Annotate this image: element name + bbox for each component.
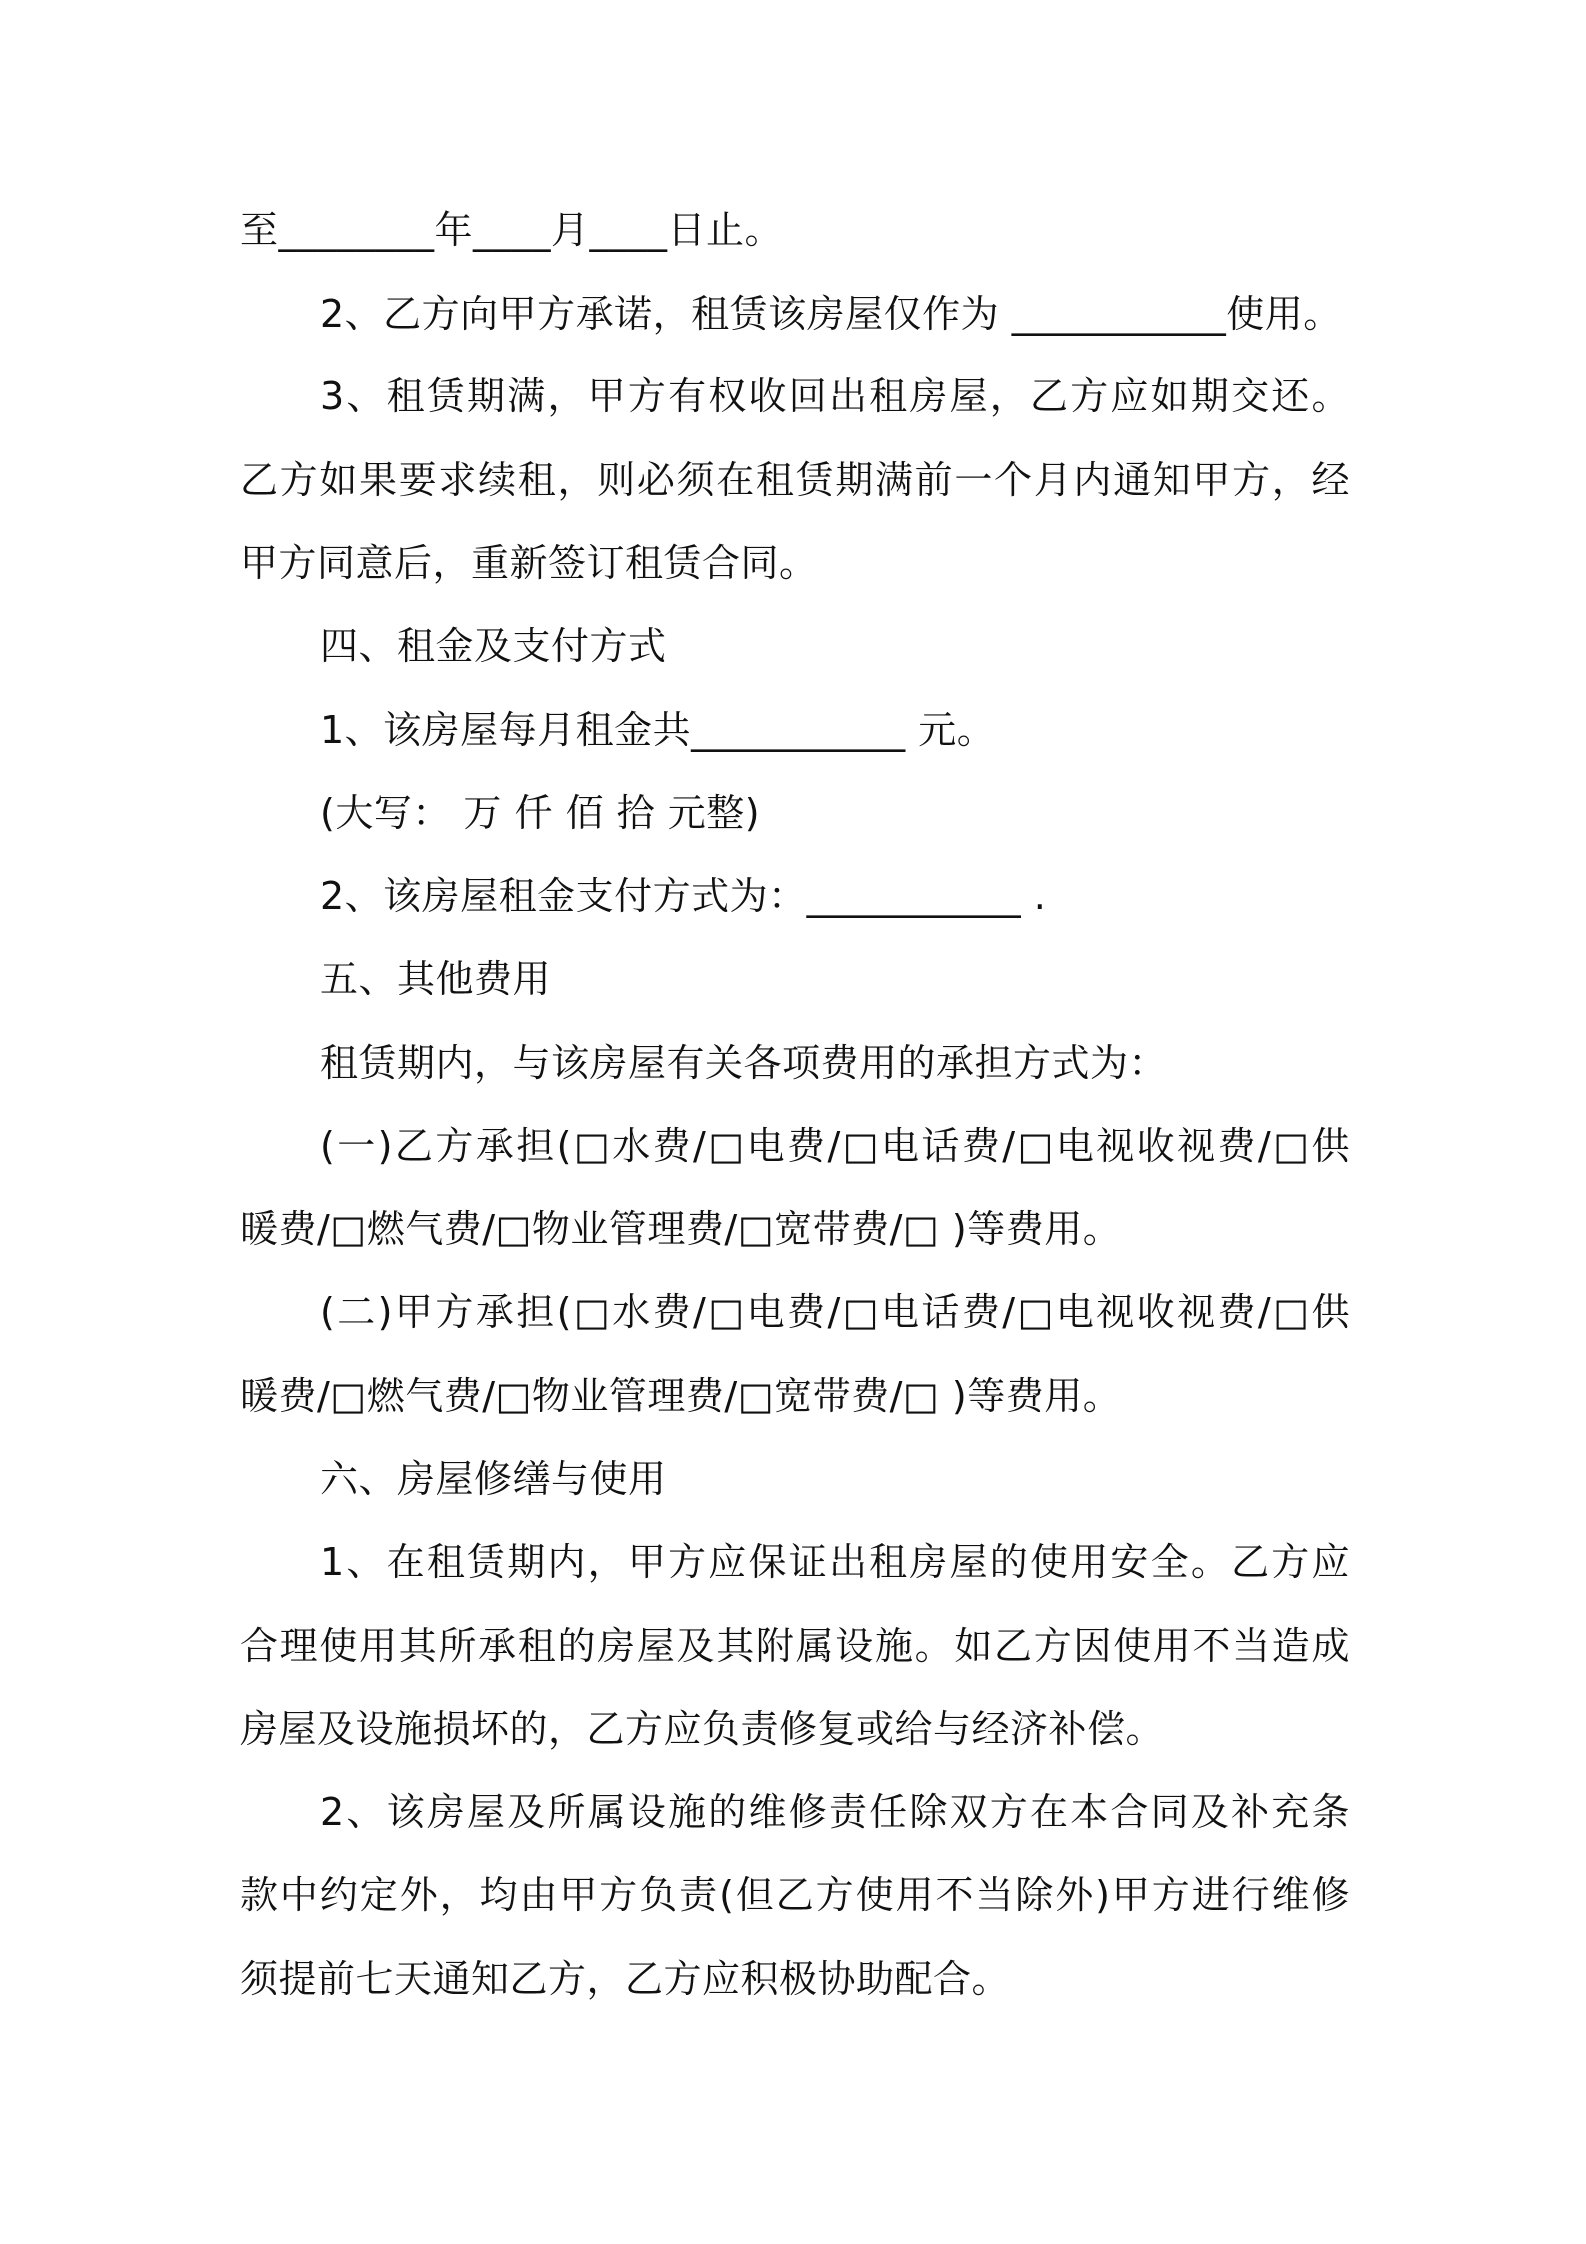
text-line: 1、在租赁期内，甲方应保证出租房屋的使用安全。乙方应 bbox=[320, 1540, 1350, 1584]
text-line: 乙方如果要求续租，则必须在租赁期满前一个月内通知甲方，经 bbox=[240, 458, 1350, 502]
text-line: 甲方同意后，重新签订租赁合同。 bbox=[240, 541, 818, 585]
text-line: (二)甲方承担(□水费/□电费/□电话费/□电视收视费/□供 bbox=[320, 1290, 1350, 1334]
text-line: (大写： 万 仟 佰 拾 元整) bbox=[320, 791, 761, 835]
text-line: 至________年____月____日止。 bbox=[240, 208, 784, 252]
text-line: 款中约定外，均由甲方负责(但乙方使用不当除外)甲方进行维修 bbox=[240, 1873, 1350, 1917]
text-line: 合理使用其所承租的房屋及其附属设施。如乙方因使用不当造成 bbox=[240, 1624, 1350, 1668]
text-line: 暖费/□燃气费/□物业管理费/□宽带费/□ )等费用。 bbox=[240, 1207, 1122, 1251]
text-line: 2、该房屋租金支付方式为：___________ . bbox=[320, 874, 1047, 918]
section-heading: 四、租金及支付方式 bbox=[320, 624, 667, 668]
text-line: (一)乙方承担(□水费/□电费/□电话费/□电视收视费/□供 bbox=[320, 1124, 1350, 1168]
section-heading: 六、房屋修缮与使用 bbox=[320, 1457, 667, 1501]
text-line: 租赁期内，与该房屋有关各项费用的承担方式为： bbox=[320, 1041, 1168, 1085]
text-line: 须提前七天通知乙方，乙方应积极协助配合。 bbox=[240, 1957, 1011, 2001]
text-line: 暖费/□燃气费/□物业管理费/□宽带费/□ )等费用。 bbox=[240, 1374, 1122, 1418]
text-line: 1、该房屋每月租金共___________ 元。 bbox=[320, 708, 996, 752]
text-line: 2、该房屋及所属设施的维修责任除双方在本合同及补充条 bbox=[320, 1790, 1350, 1834]
text-line: 3、租赁期满，甲方有权收回出租房屋，乙方应如期交还。 bbox=[320, 374, 1350, 418]
section-heading: 五、其他费用 bbox=[320, 957, 552, 1001]
text-line: 房屋及设施损坏的，乙方应负责修复或给与经济补偿。 bbox=[240, 1707, 1165, 1751]
text-line: 2、乙方向甲方承诺，租赁该房屋仅作为 ___________使用。 bbox=[320, 292, 1342, 336]
